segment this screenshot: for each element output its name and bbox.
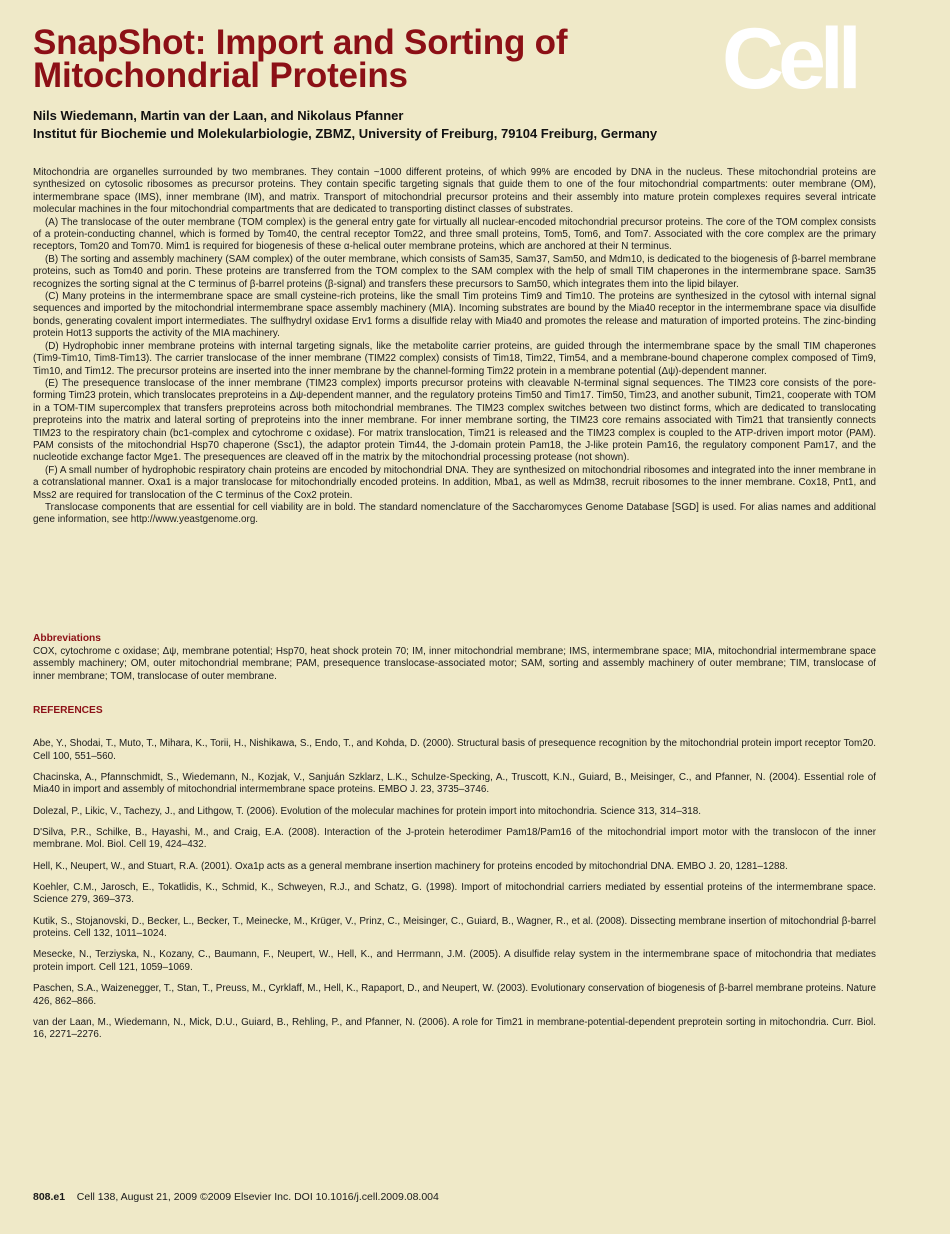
intro-paragraph: (F) A small number of hydrophobic respiratory chain proteins are encoded by mitochondrial DNA. They are synthesized on mitochondrial ribosomes and integrated into the inner membrane in a cotranslational manner. Oxa1 is a major translocase for mitochondrially encoded proteins. In addition, Mba1, as well as Mdm38, recruit ribosomes to the inner membrane. Cox18, Pnt1, and Mss2 are required for translocation of the C terminus of the Cox2 protein. bbox=[33, 464, 876, 501]
reference-item: Chacinska, A., Pfannschmidt, S., Wiedemann, N., Kozjak, V., Sanjuán Szklarz, L.K., Schulze-Specking, A., Truscott, K.N., Guiard, B., Meisinger, C., and Pfanner, N. (2004). Essential role of Mia40 in import and assembly of mitochondrial intermembrane space proteins. EMBO J. 23, 3735–3746. bbox=[33, 771, 876, 796]
intro-paragraph: (D) Hydrophobic inner membrane proteins with internal targeting signals, like the metabolite carrier proteins, are guided through the intermembrane space by the small TIM chaperones (Tim9-Tim10, Tim8-Tim13). The carrier translocase of the inner membrane (TIM22 complex) consists of Tim18, Tim22, Tim54, and a membrane-bound chaperone complex composed of Tim9, Tim10, and Tim12. The precursor proteins are inserted into the inner membrane by the channel-forming Tim22 protein in a membrane potential (Δψ)-dependent manner. bbox=[33, 340, 876, 377]
references-list bbox=[33, 738, 876, 1051]
intro-paragraph: Translocase components that are essential for cell viability are in bold. The standard nomenclature of the Saccharomyces Genome Database [SGD] is used. For alias names and additional gene information, see http://www.yeastgenome.org. bbox=[33, 501, 876, 526]
abbreviations-text: COX, cytochrome c oxidase; Δψ, membrane potential; Hsp70, heat shock protein 70; IM, inner mitochondrial membrane; IMS, intermembrane space; MIA, mitochondrial intermembrane space assembly machinery; OM, outer mitochondrial membrane; PAM, presequence translocase-associated motor; SAM, sorting and assembly machinery of outer membrane; TIM, translocase of inner membrane; TOM, translocase of outer membrane. bbox=[33, 646, 876, 682]
reference-item: Koehler, C.M., Jarosch, E., Tokatlidis, K., Schmid, K., Schweyen, R.J., and Schatz, G. (1998). Import of mitochondrial carriers mediated by essential proteins of the intermembrane space. Science 279, 369–373. bbox=[33, 881, 876, 906]
author-block bbox=[33, 107, 733, 143]
page-number: 808.e1 bbox=[33, 1191, 66, 1203]
reference-item: Paschen, S.A., Waizenegger, T., Stan, T., Preuss, M., Cyrklaff, M., Hell, K., Rapaport, D., and Neupert, W. (2003). Evolutionary conservation of biogenesis of β-barrel membrane proteins. Nature 426, 862–866. bbox=[33, 983, 876, 1007]
reference-item: D'Silva, P.R., Schilke, B., Hayashi, M., and Craig, E.A. (2008). Interaction of the J-protein heterodimer Pam18/Pam16 of the mitochondrial import motor with the translocon of the inner membrane. Mol. Biol. Cell 19, 424–432. bbox=[33, 826, 876, 851]
journal-logo: Cell bbox=[722, 11, 856, 107]
author-affiliation: Institut für Biochemie und Molekularbiologie, ZBMZ, University of Freiburg, 79104 Freiburg, Germany bbox=[33, 126, 658, 141]
footer-citation: Cell 138, August 21, 2009 ©2009 Elsevier Inc. DOI 10.1016/j.cell.2009.08.004 bbox=[76, 1191, 439, 1203]
reference-item: Dolezal, P., Likic, V., Tachezy, J., and Lithgow, T. (2006). Evolution of the molecular machines for protein import into mitochondria. Science 313, 314–318. bbox=[33, 805, 702, 817]
author-names: Nils Wiedemann, Martin van der Laan, and Nikolaus Pfanner bbox=[33, 108, 404, 123]
page-footer bbox=[33, 1191, 439, 1203]
reference-item: Mesecke, N., Terziyska, N., Kozany, C., Baumann, F., Neupert, W., Hell, K., and Herrmann, J.M. (2005). A disulfide relay system in the intermembrane space of mitochondria that mediates protein import. Cell 121, 1059–1069. bbox=[33, 949, 876, 973]
intro-text bbox=[33, 167, 876, 527]
intro-paragraph: (C) Many proteins in the intermembrane space are small cysteine-rich proteins, like the small Tim proteins Tim9 and Tim10. The proteins are synthesized in the cytosol with internal signal sequences and imported by the mitochondrial intermembrane space assembly machinery (MIA). Incoming substrates are bound by the Mia40 receptor in the intermembrane space via disulfide bonds, generating covalent import intermediates. The sulfhydryl oxidase Erv1 forms a disulfide relay with Mia40 and promotes the release and maturation of imported proteins. The zinc-binding protein Hot13 supports the activity of the MIA machinery. bbox=[33, 291, 876, 340]
page-title: SnapShot: Import and Sorting of Mitochondrial Proteins bbox=[33, 23, 568, 95]
reference-item: Hell, K., Neupert, W., and Stuart, R.A. (2001). Oxa1p acts as a general membrane insertion machinery for proteins encoded by mitochondrial DNA. EMBO J. 20, 1281–1288. bbox=[33, 860, 788, 872]
intro-paragraph: Mitochondria are organelles surrounded by two membranes. They contain ~1000 different proteins, of which 99% are encoded by DNA in the nucleus. These mitochondrial proteins are synthesized on cytosolic ribosomes as precursor proteins. They contain specific targeting signals that guide them to one of the four mitochondrial compartments: outer membrane (OM), intermembrane space (IMS), inner membrane (IM), and matrix. Transport of mitochondrial precursor proteins and their assembly into mature protein complexes requires several intricate molecular machines in the four mitochondrial compartments that are dedicated to transporting distinct classes of substrates. bbox=[33, 167, 876, 216]
references-heading: REFERENCES bbox=[33, 705, 103, 716]
intro-paragraph: (B) The sorting and assembly machinery (SAM complex) of the outer membrane, which consists of Sam35, Sam37, Sam50, and Mdm10, is dedicated to the biogenesis of β-barrel membrane proteins, such as Tom40 and porin. These proteins are transferred from the TOM complex to the SAM complex with the help of small TIM chaperones in the intermembrane space. Sam35 recognizes the sorting signal at the C terminus of β-barrel proteins (β-signal) and transfers these precursors to Sam50, which integrates them into the lipid bilayer. bbox=[33, 253, 876, 290]
intro-paragraph: (A) The translocase of the outer membrane (TOM complex) is the general entry gate for virtually all nuclear-encoded mitochondrial precursor proteins. The core of the TOM complex consists of a protein-conducting channel, which is formed by Tom40, the central receptor Tom22, and three small proteins, Tom5, Tom6, and Tom7. Associated with the core complex are the primary receptors, Tom20 and Tom70. Mim1 is required for biogenesis of these α-helical outer membrane proteins, which are anchored at their N terminus. bbox=[33, 216, 876, 253]
abbreviations-heading: Abbreviations bbox=[33, 633, 101, 644]
reference-item: Kutik, S., Stojanovski, D., Becker, L., Becker, T., Meinecke, M., Krüger, V., Prinz, C., Meisinger, C., Guiard, B., Wagner, R., et al. (2008). Dissecting membrane insertion of mitochondrial β-barrel proteins. Cell 132, 1011–1024. bbox=[33, 915, 876, 940]
intro-paragraph: (E) The presequence translocase of the inner membrane (TIM23 complex) imports precursor proteins with cleavable N-terminal signal sequences. The TIM23 core consists of the pore-forming Tim23 protein, which translocates preproteins in a Δψ-dependent manner, and the regulatory proteins Tim50 and Tim17. Tim50, Tim23, and another subunit, Tim21, cooperate with TOM in a TOM-TIM supercomplex that transfers preproteins across both mitochondrial membranes. The TIM23 complex switches between two distinct forms, which are dedicated to translocating preproteins into the matrix and lateral sorting of preproteins into the inner membrane. For inner membrane sorting, the TIM23 core remains associated with Tim21 that transiently connects TIM23 to the respiratory chain (bc1-complex and cytochrome c oxidase). For matrix translocation, Tim21 is released and the TIM23 complex is coupled to the ATP-driven import motor (PAM). PAM consists of the mitochondrial Hsp70 chaperone (Ssc1), the adaptor protein Tim44, the J-domain protein Pam18, the J-like protein Pam16, the regulatory component Pam17, and the nucleotide exchange factor Mge1. The presequences are cleaved off in the matrix by the mitochondrial processing protease (not shown). bbox=[33, 377, 876, 464]
reference-item: Abe, Y., Shodai, T., Muto, T., Mihara, K., Torii, H., Nishikawa, S., Endo, T., and Kohda, D. (2000). Structural basis of presequence recognition by the mitochondrial protein import receptor Tom20. Cell 100, 551–560. bbox=[33, 738, 876, 762]
reference-item: van der Laan, M., Wiedemann, N., Mick, D.U., Guiard, B., Rehling, P., and Pfanner, N. (2006). A role for Tim21 in membrane-potential-dependent preprotein sorting in mitochondria. Curr. Biol. 16, 2271–2276. bbox=[33, 1016, 876, 1041]
